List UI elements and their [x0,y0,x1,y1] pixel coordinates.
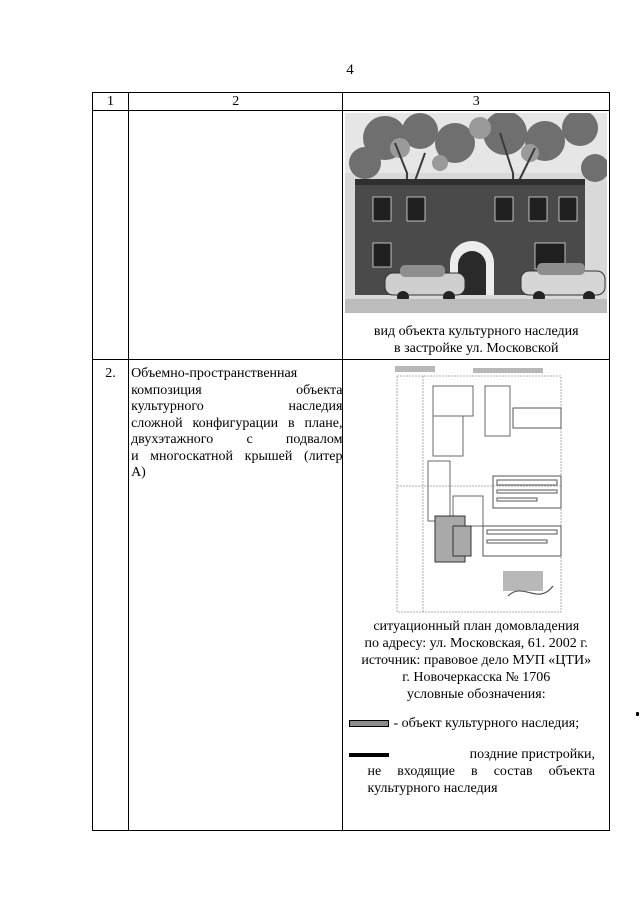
scan-mark [636,712,639,716]
desc-line: двухэтажного с подвалом [131,432,343,447]
plan-caption-line: условные обозначения: [406,687,546,702]
legend-later-line-2: не входящие в состав объекта [367,764,595,779]
page-number: 4 [346,62,354,78]
table-row-photo [93,111,610,360]
row1-num-cell [93,111,129,360]
legend-heritage [343,715,609,732]
legend-later [343,746,609,797]
situation-plan [393,366,565,616]
row1-photo-cell [343,111,610,360]
plan-caption-line: по адресу: ул. Московская, 61. 2002 г. [364,636,588,651]
row2-num: 2. [93,360,129,831]
plan-caption-line: источник: правовое дело МУП «ЦТИ» [361,653,592,668]
row2-description [129,360,343,831]
row2-plan-cell [343,360,610,831]
header-col-2: 2 [129,93,343,111]
table-row-composition [93,360,610,831]
legend-later-line-3: культурного наследия [367,781,498,796]
plan-caption-line: ситуационный план домовладения [373,619,580,634]
desc-line: культурного наследия [131,399,343,414]
legend-heritage-swatch [349,720,389,727]
table-header-row [93,93,610,111]
desc-line: А) [131,465,146,480]
heritage-table [92,92,610,831]
photo-caption-line-1: вид объекта культурного наследия [373,324,579,339]
header-col-3: 3 [343,93,610,111]
building-photo [345,113,607,313]
desc-line: сложной конфигурации в плане, [131,415,343,431]
legend-later-line-1: поздние пристройки, [469,747,595,762]
desc-line: и многоскатной крышей (литер [131,448,343,464]
legend-later-swatch [349,753,389,757]
desc-line: Объемно-пространственная [131,366,298,381]
row1-desc-cell [129,111,343,360]
header-col-1: 1 [93,93,129,111]
legend-heritage-text: - объект культурного наследия; [393,716,580,731]
photo-caption-line-2: в застройке ул. Московской [394,341,559,356]
plan-caption-line: г. Новочеркасска № 1706 [402,670,551,685]
desc-line: композиция объекта [131,382,343,398]
